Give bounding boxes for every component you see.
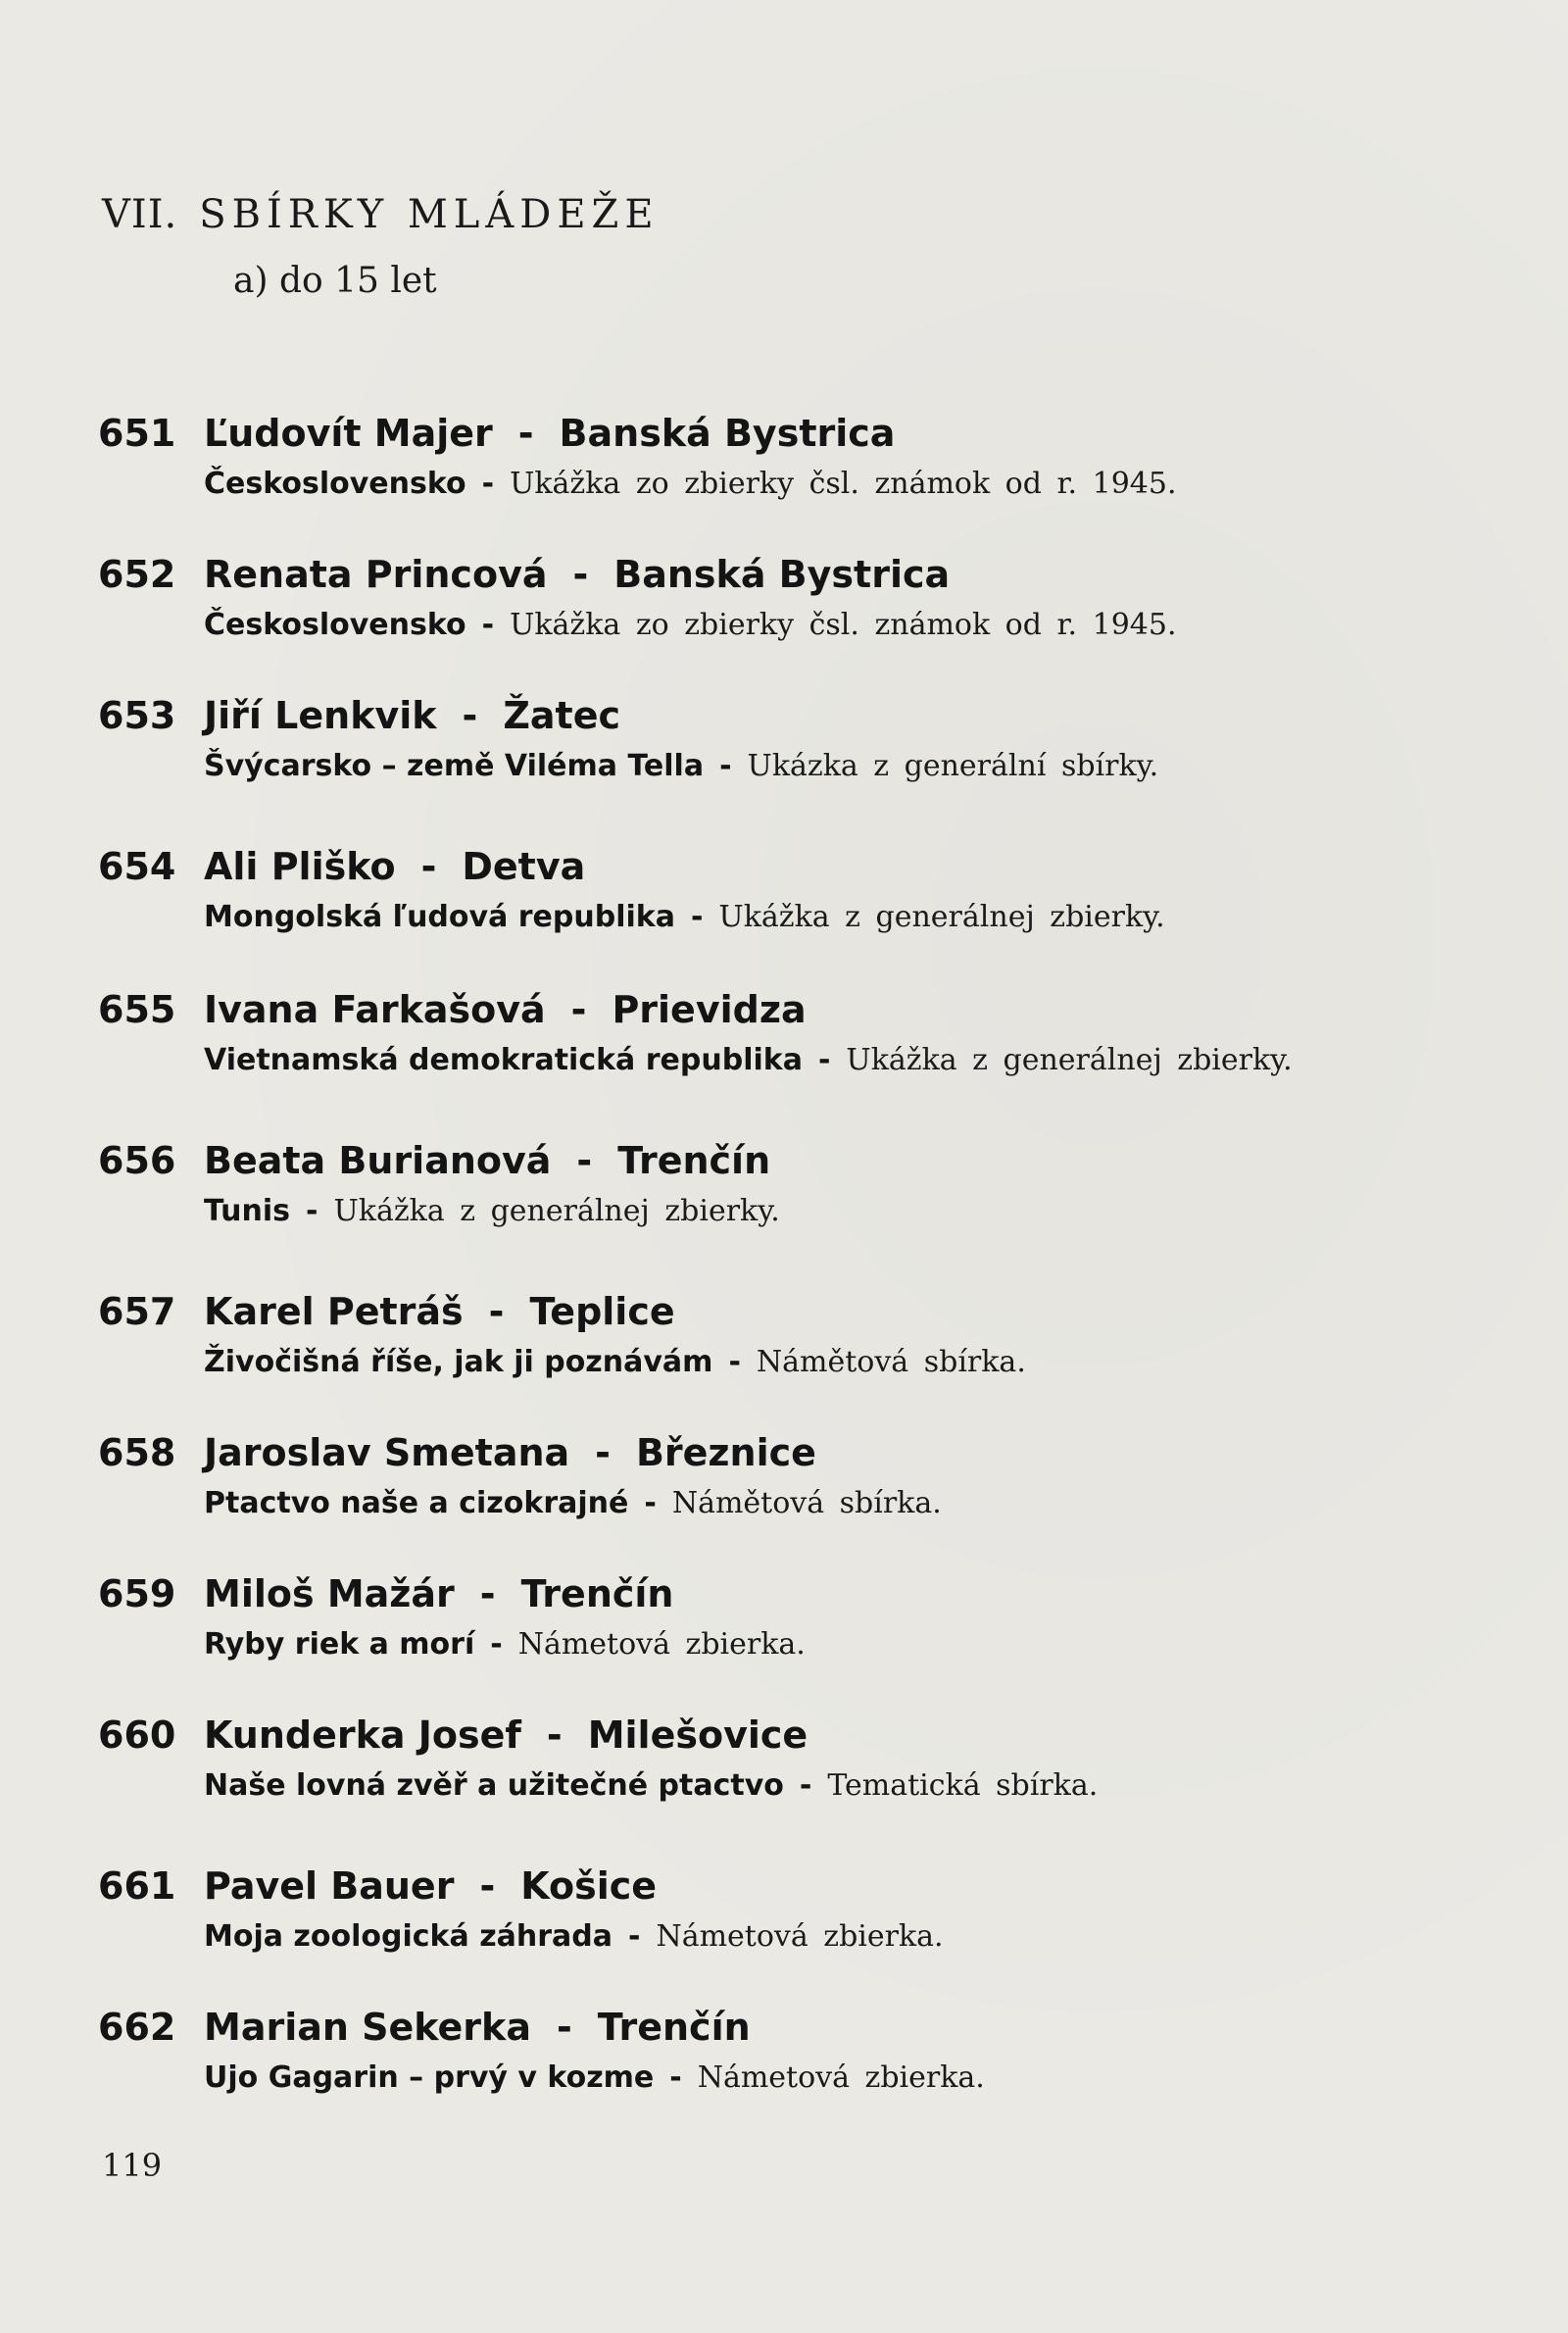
name-place-separator: - xyxy=(546,1713,563,1757)
exhibit-subject: Ptactvo naše a cizokrajné xyxy=(204,1486,629,1520)
entry-number: 661 xyxy=(98,1864,176,1908)
exhibit-note: Ukážka z generálnej zbierky. xyxy=(718,900,1165,934)
exhibitor-name: Ľudovít Majer xyxy=(204,412,493,455)
exhibitor-place: Košice xyxy=(520,1864,658,1908)
name-place-separator: - xyxy=(576,1139,593,1182)
exhibitor-place: Prievidza xyxy=(612,988,807,1031)
entry-number: 662 xyxy=(98,2006,176,2049)
list-item xyxy=(0,2006,1568,2113)
name-place-separator: - xyxy=(479,1864,496,1908)
subject-note-separator: - xyxy=(481,467,495,501)
exhibitor-name: Renata Princová xyxy=(204,553,548,596)
entry-description-line xyxy=(204,1345,1026,1379)
exhibitor-name: Ali Pliško xyxy=(204,845,396,888)
exhibit-note: Tematická sbírka. xyxy=(827,1768,1099,1803)
list-item xyxy=(0,553,1568,661)
section-subtitle: a) do 15 let xyxy=(233,261,437,301)
exhibitor-name: Pavel Bauer xyxy=(204,1864,455,1908)
exhibit-note: Námětová sbírka. xyxy=(756,1345,1026,1379)
exhibit-subject: Ryby riek a morí xyxy=(204,1627,475,1662)
exhibit-subject: Švýcarsko – země Viléma Tella xyxy=(204,749,705,783)
exhibit-note: Námetová zbierka. xyxy=(656,1919,944,1954)
subject-note-separator: - xyxy=(490,1627,503,1662)
exhibit-note: Ukážka zo zbierky čsl. známok od r. 1945. xyxy=(510,608,1177,642)
list-item xyxy=(0,1864,1568,1972)
entry-number: 657 xyxy=(98,1290,176,1333)
subject-note-separator: - xyxy=(817,1043,831,1077)
section-roman-numeral: VII. xyxy=(102,192,178,237)
section-heading xyxy=(102,192,660,237)
entry-description-line xyxy=(204,1486,942,1520)
entry-name-line xyxy=(204,988,807,1031)
exhibit-subject: Československo xyxy=(204,467,466,501)
subject-note-separator: - xyxy=(306,1194,318,1228)
subject-note-separator: - xyxy=(728,1345,741,1379)
entry-name-line xyxy=(204,1713,808,1757)
list-item xyxy=(0,1139,1568,1247)
exhibit-subject: Moja zoologická záhrada xyxy=(204,1919,613,1954)
exhibitor-place: Milešovice xyxy=(587,1713,808,1757)
entry-number: 651 xyxy=(98,412,176,455)
exhibit-subject: Československo xyxy=(204,608,466,642)
entry-name-line xyxy=(204,1290,675,1333)
entry-number: 655 xyxy=(98,988,176,1031)
entry-name-line xyxy=(204,412,895,455)
subject-note-separator: - xyxy=(669,2060,682,2095)
entry-name-line xyxy=(204,694,620,737)
exhibitor-place: Žatec xyxy=(503,694,620,737)
exhibitor-name: Miloš Mažár xyxy=(204,1572,455,1615)
entry-number: 656 xyxy=(98,1139,176,1182)
entry-number: 653 xyxy=(98,694,176,737)
entry-name-line xyxy=(204,1139,770,1182)
exhibit-subject: Mongolská ľudová republika xyxy=(204,900,675,934)
list-item xyxy=(0,988,1568,1096)
entry-name-line xyxy=(204,2006,751,2049)
exhibitor-place: Banská Bystrica xyxy=(559,412,896,455)
entry-name-line xyxy=(204,1864,657,1908)
exhibit-subject: Vietnamská demokratická republika xyxy=(204,1043,803,1077)
list-item xyxy=(0,1713,1568,1821)
exhibit-subject: Ujo Gagarin – prvý v kozme xyxy=(204,2060,655,2095)
entry-description-line xyxy=(204,900,1165,934)
entry-description-line xyxy=(204,608,1177,642)
list-item xyxy=(0,1572,1568,1680)
name-place-separator: - xyxy=(488,1290,505,1333)
entry-name-line xyxy=(204,1431,816,1474)
entry-description-line xyxy=(204,1194,780,1228)
entry-number: 658 xyxy=(98,1431,176,1474)
entry-number: 659 xyxy=(98,1572,176,1615)
entry-description-line xyxy=(204,1919,944,1954)
exhibitor-name: Beata Burianová xyxy=(204,1139,552,1182)
exhibitor-place: Teplice xyxy=(529,1290,675,1333)
list-item xyxy=(0,412,1568,520)
exhibitor-name: Karel Petráš xyxy=(204,1290,464,1333)
exhibit-subject: Naše lovná zvěř a užitečné ptactvo xyxy=(204,1768,784,1803)
page-number: 119 xyxy=(102,2147,163,2184)
subject-note-separator: - xyxy=(481,608,495,642)
exhibit-note: Námětová sbírka. xyxy=(671,1486,942,1520)
exhibitor-place: Detva xyxy=(462,845,586,888)
exhibitor-name: Ivana Farkašová xyxy=(204,988,546,1031)
entry-description-line xyxy=(204,1043,1293,1077)
exhibit-note: Ukážka z generálnej zbierky. xyxy=(846,1043,1293,1077)
subject-note-separator: - xyxy=(628,1919,641,1954)
exhibitor-name: Jiří Lenkvik xyxy=(204,694,437,737)
exhibitor-place: Trenčín xyxy=(617,1139,771,1182)
subject-note-separator: - xyxy=(644,1486,657,1520)
entry-description-line xyxy=(204,2060,985,2095)
exhibit-subject: Živočišná říše, jak ji poznávám xyxy=(204,1345,713,1379)
entry-description-line xyxy=(204,1627,806,1662)
list-item xyxy=(0,1290,1568,1398)
entry-number: 660 xyxy=(98,1713,176,1757)
name-place-separator: - xyxy=(556,2006,572,2049)
entry-number: 654 xyxy=(98,845,176,888)
list-item xyxy=(0,845,1568,953)
exhibit-note: Námetová zbierka. xyxy=(697,2060,985,2095)
exhibit-note: Ukážka zo zbierky čsl. známok od r. 1945. xyxy=(510,467,1177,501)
name-place-separator: - xyxy=(595,1431,611,1474)
entry-number: 652 xyxy=(98,553,176,596)
list-item xyxy=(0,1431,1568,1539)
name-place-separator: - xyxy=(517,412,534,455)
section-title: SBÍRKY MLÁDEŽE xyxy=(199,192,660,237)
name-place-separator: - xyxy=(420,845,437,888)
entry-name-line xyxy=(204,845,585,888)
name-place-separator: - xyxy=(479,1572,496,1615)
exhibitor-place: Trenčín xyxy=(520,1572,674,1615)
exhibitor-name: Marian Sekerka xyxy=(204,2006,531,2049)
list-item xyxy=(0,694,1568,802)
name-place-separator: - xyxy=(570,988,587,1031)
entry-name-line xyxy=(204,1572,673,1615)
exhibitor-place: Banská Bystrica xyxy=(613,553,951,596)
exhibitor-name: Kunderka Josef xyxy=(204,1713,521,1757)
entry-description-line xyxy=(204,467,1177,501)
exhibitor-place: Březnice xyxy=(635,1431,816,1474)
name-place-separator: - xyxy=(572,553,589,596)
subject-note-separator: - xyxy=(799,1768,812,1803)
exhibit-note: Ukážka z generálnej zbierky. xyxy=(333,1194,780,1228)
exhibitor-place: Trenčín xyxy=(597,2006,751,2049)
entry-description-line xyxy=(204,1768,1098,1803)
entry-name-line xyxy=(204,553,950,596)
exhibit-subject: Tunis xyxy=(204,1194,291,1228)
name-place-separator: - xyxy=(462,694,478,737)
exhibit-note: Ukázka z generální sbírky. xyxy=(747,749,1159,783)
exhibit-note: Námetová zbierka. xyxy=(517,1627,806,1662)
subject-note-separator: - xyxy=(690,900,704,934)
exhibitor-name: Jaroslav Smetana xyxy=(204,1431,570,1474)
subject-note-separator: - xyxy=(719,749,732,783)
entry-description-line xyxy=(204,749,1158,783)
